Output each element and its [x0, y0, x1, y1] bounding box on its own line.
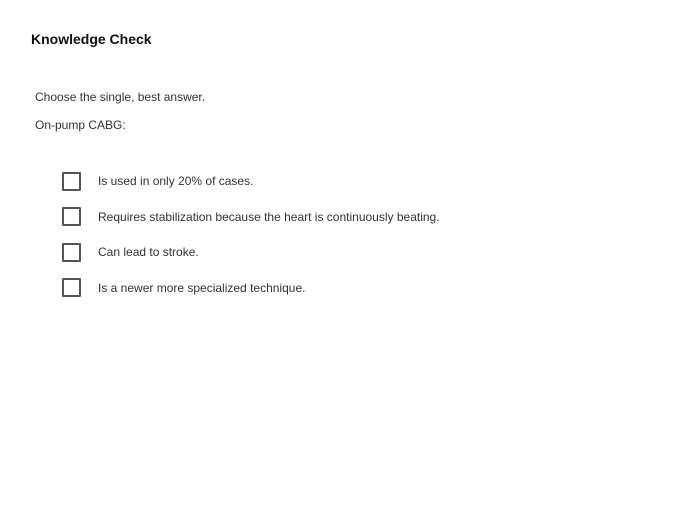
answer-option-1-checkbox[interactable] — [62, 172, 81, 191]
question-text: On-pump CABG: — [35, 118, 126, 132]
answer-option-3-checkbox[interactable] — [62, 243, 81, 262]
answer-option-4-label[interactable]: Is a newer more specialized technique. — [98, 280, 306, 295]
answer-option-3-label[interactable]: Can lead to stroke. — [98, 245, 199, 259]
answer-options-list — [62, 169, 440, 311]
answer-option-2-checkbox[interactable] — [62, 207, 81, 226]
answer-option-2[interactable] — [62, 205, 440, 229]
answer-option-1-label[interactable]: Is used in only 20% of cases. — [98, 174, 254, 188]
answer-option-1[interactable] — [62, 169, 440, 193]
page-title: Knowledge Check — [31, 31, 152, 47]
answer-option-3[interactable] — [62, 240, 440, 264]
answer-option-4[interactable] — [62, 276, 440, 300]
instruction-text: Choose the single, best answer. — [35, 90, 206, 104]
answer-option-4-checkbox[interactable] — [62, 278, 81, 297]
answer-option-2-label[interactable]: Requires stabilization because the heart is continuously beating. — [98, 209, 440, 224]
